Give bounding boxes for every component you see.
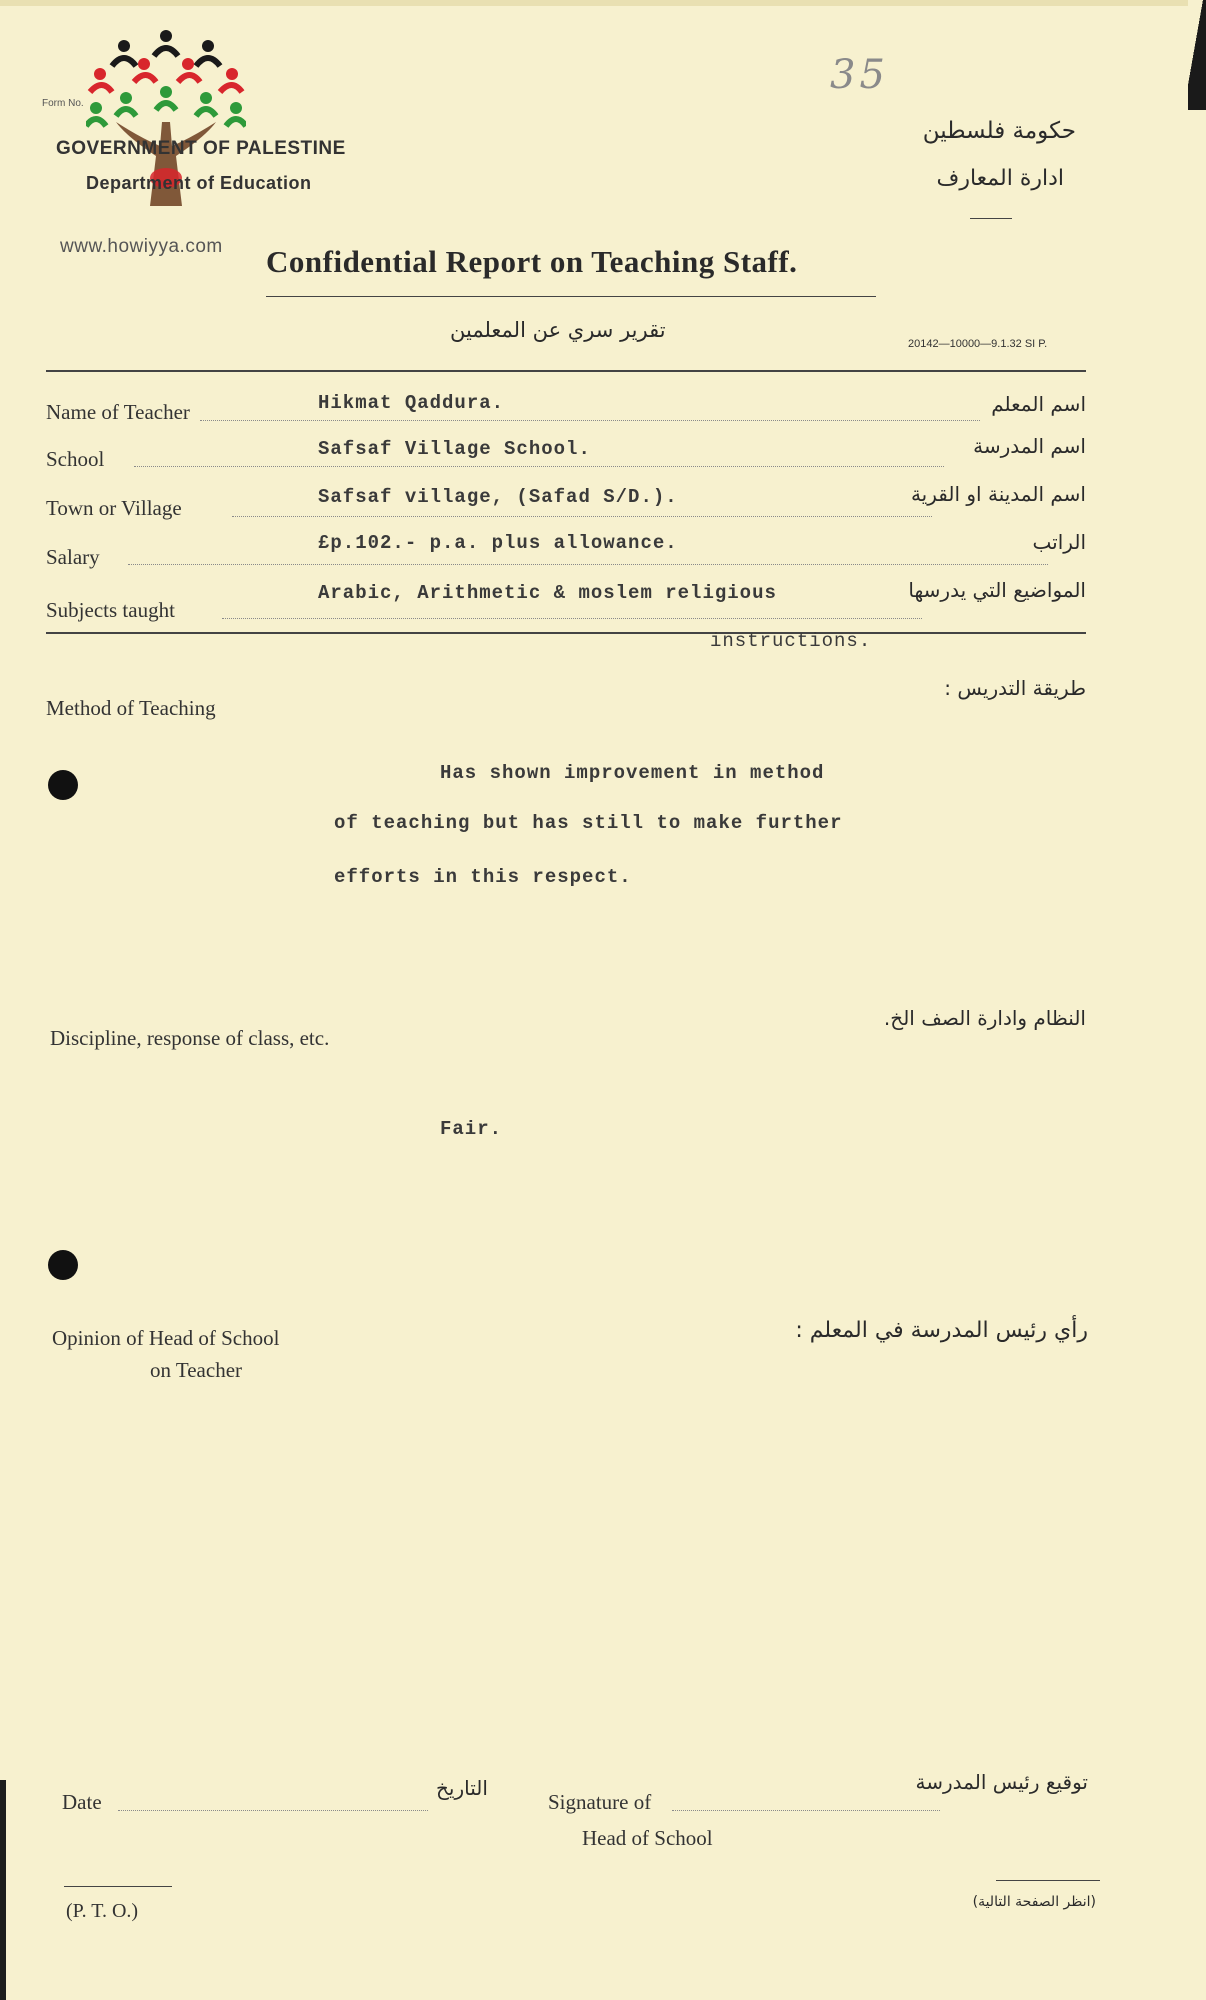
discipline-value: Fair.	[440, 1118, 503, 1140]
opinion-label-line-2: on Teacher	[150, 1358, 243, 1382]
method-label: Method of Teaching	[46, 696, 216, 720]
field-value-salary: £p.102.- p.a. plus allowance.	[318, 532, 678, 554]
opinion-label-ar: رأي رئيس المدرسة في المعلم :	[795, 1318, 1088, 1343]
department-heading: Department of Education	[86, 173, 312, 193]
date-line	[118, 1810, 428, 1811]
signature-label: Signature of	[548, 1790, 652, 1814]
signature-sub-label: Head of School	[582, 1826, 713, 1850]
report-title-ar: تقرير سري عن المعلمين	[450, 318, 666, 342]
field-line-town	[232, 516, 932, 517]
field-label-salary: Salary	[46, 545, 100, 569]
field-label-name: Name of Teacher	[46, 400, 190, 424]
signature-line	[672, 1810, 940, 1811]
pto-label-ar: (انظر الصفحة التالية)	[972, 1894, 1096, 1910]
field-value-town: Safsaf village, (Safad S/D.).	[318, 486, 678, 508]
signature-label-ar: توقيع رئيس المدرسة	[915, 1770, 1088, 1794]
opinion-label-line-1: Opinion of Head of School	[52, 1326, 280, 1350]
field-value-subjects-cont: instructions.	[710, 630, 872, 652]
fields-top-rule	[46, 370, 1086, 372]
field-label-name-ar: اسم المعلم	[991, 392, 1086, 416]
field-line-subjects	[222, 618, 922, 619]
discipline-label: Discipline, response of class, etc.	[50, 1026, 330, 1050]
report-title: Confidential Report on Teaching Staff.	[266, 244, 798, 279]
paper-corner-shadow	[1188, 0, 1206, 110]
print-reference: 20142—10000—9.1.32 SI P.	[908, 338, 1048, 350]
method-label-ar: طريقة التدريس :	[944, 676, 1086, 700]
government-heading-ar: حكومة فلسطين	[922, 118, 1076, 144]
field-line-salary	[128, 564, 1048, 565]
method-text-line-3: efforts in this respect.	[334, 866, 632, 888]
field-value-subjects: Arabic, Arithmetic & moslem religious	[318, 582, 777, 604]
pto-label: (P. T. O.)	[66, 1900, 139, 1922]
method-text-line-2: of teaching but has still to make further	[334, 812, 843, 834]
title-underline	[266, 296, 876, 297]
pto-ar-rule	[996, 1880, 1100, 1881]
paper-fold-shadow	[0, 1780, 6, 2000]
field-line-school	[134, 466, 944, 467]
watermark-url: www.howiyya.com	[60, 236, 223, 257]
pto-rule	[64, 1886, 172, 1887]
fields-bottom-rule	[46, 632, 1086, 634]
field-label-school-ar: اسم المدرسة	[973, 434, 1086, 458]
method-text-line-1: Has shown improvement in method	[440, 762, 825, 784]
header-ar-underline	[970, 218, 1012, 219]
field-value-name: Hikmat Qaddura.	[318, 392, 505, 414]
field-line-name	[200, 420, 980, 421]
field-value-school: Safsaf Village School.	[318, 438, 591, 460]
paper-edge	[0, 0, 1206, 6]
field-label-subjects: Subjects taught	[46, 598, 175, 622]
form-number: Form No.	[42, 98, 84, 109]
punch-hole-bullet-icon	[48, 770, 78, 800]
page-number: 35	[830, 52, 889, 98]
field-label-town: Town or Village	[46, 496, 182, 520]
date-label-ar: التاريخ	[436, 1776, 488, 1800]
punch-hole-bullet-icon	[48, 1250, 78, 1280]
field-label-subjects-ar: المواضيع التي يدرسها	[908, 578, 1086, 602]
government-heading: GOVERNMENT OF PALESTINE	[56, 138, 346, 159]
discipline-label-ar: النظام وادارة الصف الخ.	[883, 1006, 1086, 1030]
department-heading-ar: ادارة المعارف	[936, 166, 1064, 191]
field-label-school: School	[46, 447, 105, 471]
date-label: Date	[62, 1790, 102, 1814]
field-label-salary-ar: الراتب	[1032, 530, 1086, 554]
field-label-town-ar: اسم المدينة او القرية	[910, 482, 1086, 506]
